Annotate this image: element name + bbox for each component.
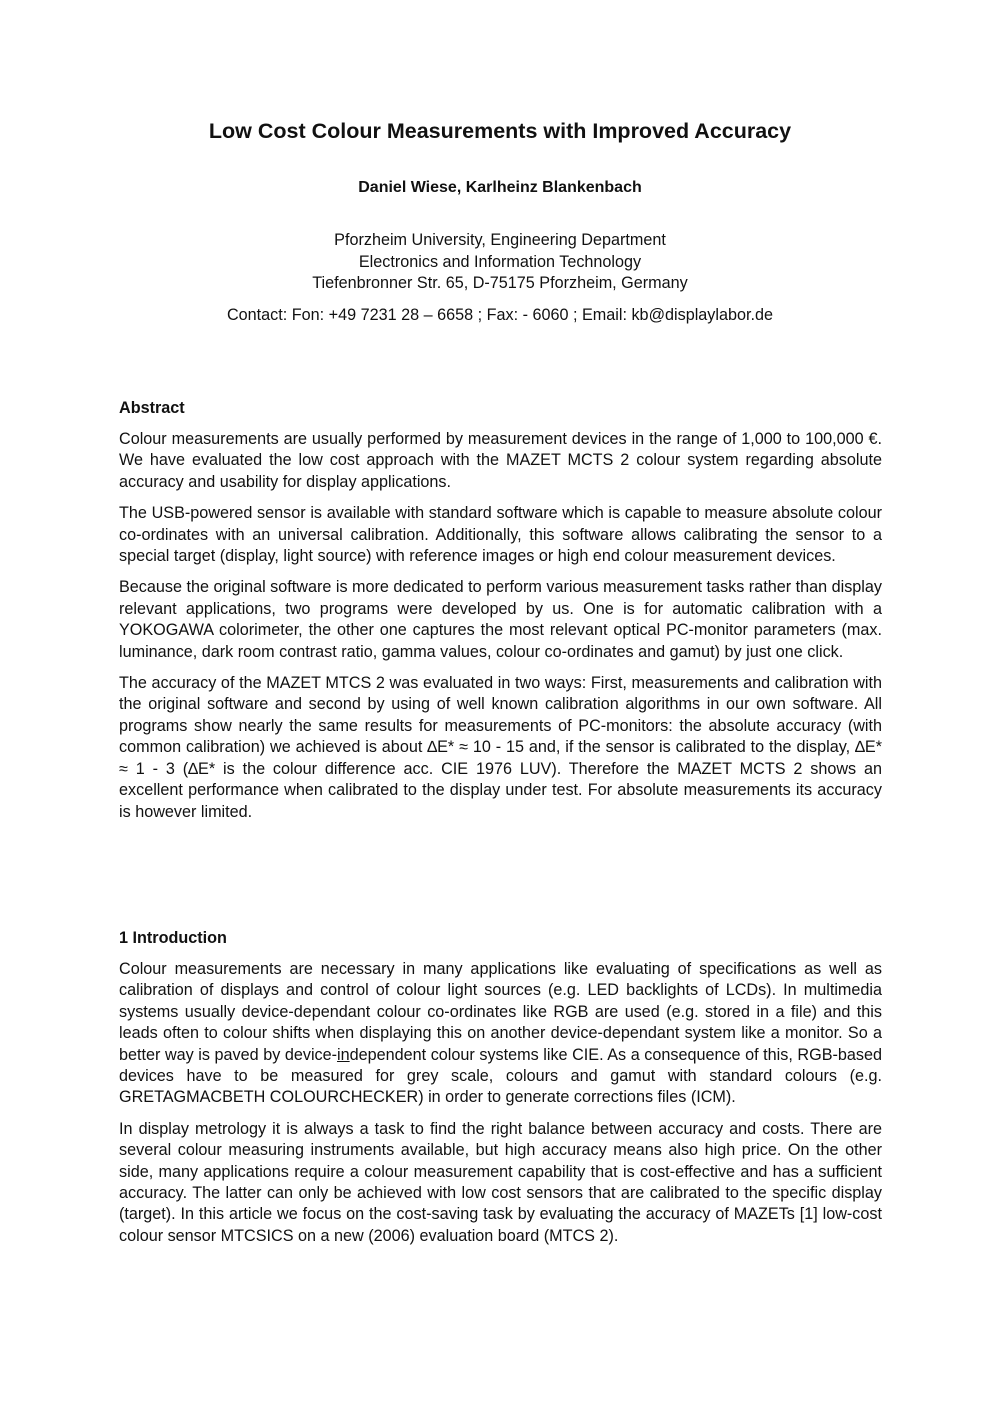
introduction-heading: 1 Introduction bbox=[119, 929, 227, 947]
introduction-paragraph bbox=[119, 959, 882, 1109]
affiliation-line: Pforzheim University, Engineering Department bbox=[334, 231, 666, 249]
abstract-section bbox=[119, 397, 882, 833]
affiliation-block bbox=[0, 230, 1000, 295]
abstract-paragraph: Because the original software is more dedicated to perform various measurement tasks rather than display relevant applications, two programs were developed by us. One is for automatic calibration with a YOKOGAWA colorimeter, the other one captures the most relevant optical PC-monitor parameters (max. luminance, dark room contrast ratio, gamma values, colour co-ordinates and gamut) by just one click. bbox=[119, 578, 882, 661]
abstract-paragraph: The accuracy of the MAZET MTCS 2 was evaluated in two ways: First, measurements and calibration with the original software and second by using of well known calibration algorithms in our own software. All programs show nearly the same results for measurements of PC-monitors: the absolute accuracy (with common calibration) we achieved is about ∆E* ≈ 10 - 15 and, if the sensor is calibrated to the display, ∆E* ≈ 1 - 3 (∆E* is the colour difference acc. CIE 1976 LUV). Therefore the MAZET MCTS 2 shows an excellent performance when calibrated to the display under test. For absolute measurements its accuracy is however limited. bbox=[119, 674, 882, 821]
abstract-paragraph: The USB-powered sensor is available with standard software which is capable to measure absolute colour co-ordinates with an universal calibration. Additionally, this software allows calibrating the sensor to a special target (display, light source) with reference images or high end colour measurement devices. bbox=[119, 504, 882, 566]
affiliation-line: Electronics and Information Technology bbox=[358, 252, 642, 271]
paper-title: Low Cost Colour Measurements with Improved Accuracy bbox=[208, 119, 792, 143]
paragraph-text: Colour measurements are necessary in many applications like evaluating of specifications as well as calibration of displays and control of colour light sources (e.g. LED backlights of LCDs). In multimedia systems usually device-dependant colour co-ordinates like RGB are used (e.g. stored in a file) and this leads often to colour shifts when displaying this on another device-dependant system like a monitor. So a better way is paved by device- bbox=[119, 960, 882, 1064]
paragraph-text: dependent colour systems like CIE. As a consequence of this, RGB-based devices have to be measured for grey scale, colours and gamut with standard colours (e.g. GRETAGMACBETH COLOURCHECKER) in order to generate corrections files (ICM). bbox=[119, 1045, 882, 1107]
introduction-section bbox=[119, 927, 882, 1257]
contact-line: Contact: Fon: +49 7231 28 – 6658 ; Fax: - 6060 ; Email: kb@displaylabor.de bbox=[226, 306, 773, 324]
underlined-text: in bbox=[337, 1045, 350, 1064]
introduction-paragraph: In display metrology it is always a task to find the right balance between accuracy and costs. There are several colour measuring instruments available, but high accuracy means also high price. On the other side, many applications require a colour measurement capability that is cost-effective and has a sufficient accuracy. The latter can only be achieved with low cost sensors that are calibrated to the specific display (target). In this article we focus on the cost-saving task by evaluating the accuracy of MAZETs [1] low-cost colour sensor MTCSICS on a new (2006) evaluation board (MTCS 2). bbox=[119, 1119, 882, 1245]
affiliation-line: Tiefenbronner Str. 65, D-75175 Pforzheim, Germany bbox=[312, 274, 688, 292]
paper-authors: Daniel Wiese, Karlheinz Blankenbach bbox=[358, 179, 642, 196]
abstract-paragraph: Colour measurements are usually performed by measurement devices in the range of 1,000 to 100,000 €. We have evaluated the low cost approach with the MAZET MCTS 2 colour system regarding absolute accuracy and usability for display applications. bbox=[119, 430, 882, 491]
abstract-heading: Abstract bbox=[119, 399, 185, 417]
